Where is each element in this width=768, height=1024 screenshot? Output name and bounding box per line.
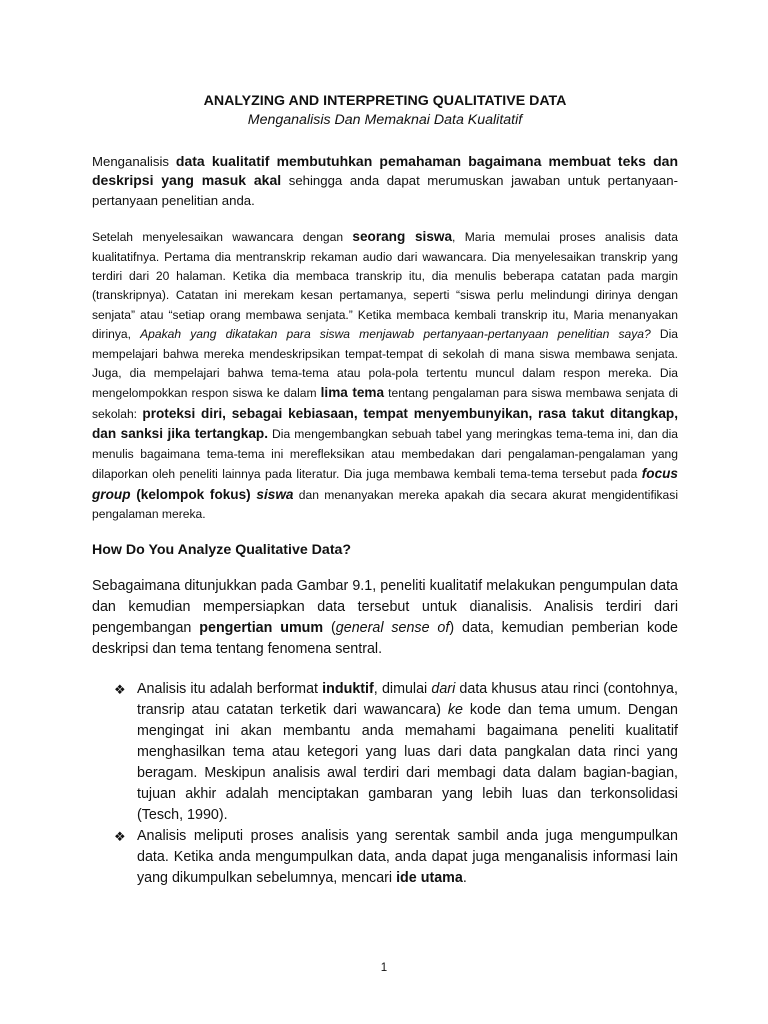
bold-run: pengertian umum — [199, 620, 324, 637]
text-run: Setelah menyelesaikan wawancara dengan — [92, 230, 353, 245]
four-diamond-bullet-icon: ❖ — [114, 829, 126, 845]
italic-run: focus group — [92, 466, 678, 502]
four-diamond-bullet-icon: ❖ — [114, 682, 126, 698]
text-run: Dia mempelajari bahwa mereka mendeskripsikan tempat-tempat di sekolah di mana siswa membawa senjata. Juga, dia mempelajari bahwa tema-tema atau pola-pola tertentu muncul dalam respon mereka. Dia mengelompokkan respon siswa ke dalam — [92, 327, 678, 401]
text-run: tentang pengalaman para siswa membawa senjata di sekolah: — [92, 386, 678, 421]
text-run: Menganalisis — [92, 154, 176, 169]
bullet-list — [92, 679, 678, 889]
text-run: ) data, kemudian pemberian kode deskripsi dan tema tentang fenomena sentral. — [92, 620, 678, 658]
bold-italic-run — [256, 487, 293, 502]
bold-run: seorang siswa — [352, 229, 453, 245]
text-run: , Maria memulai proses analisis data kualitatifnya. Pertama dia mentranskrip rekaman audio dari wawancara. Dia menyelesaikan transkrip yang terdiri dari 20 halaman. Ketika dia membaca transkrip itu, dia menulis beberapa catatan pada margin (transkripnya). Catatan ini merekam kesan pertamanya, seperti “siswa perlu melindungi dirinya dengan senjata” atau “setiap orang membawa senjata.” Ketika membaca kembali transkrip itu, Maria menanyakan dirinya, — [92, 230, 678, 342]
italic-run: dari — [431, 681, 456, 698]
bold-run: lima tema — [320, 385, 385, 401]
italic-run: ke — [447, 702, 463, 719]
text-run: Analisis itu adalah berformat — [137, 681, 323, 698]
page-number: 1 — [380, 962, 388, 974]
text-run: Analisis meliputi proses analisis yang serentak sambil anda juga mengumpulkan data. Ketika anda mengumpulkan data, anda dapat juga menganalisis informasi lain yang dikumpulkan sebelumnya, mencari — [137, 828, 678, 887]
bold-run: proteksi diri, sebagai kebiasaan, tempat menyembunyikan, rasa takut ditangkap, dan sanksi jika tertangkap. — [92, 405, 678, 442]
italic-run: siswa — [256, 486, 294, 502]
text-run: dan menanyakan mereka apakah dia secara akurat mengidentifikasi pengalaman mereka. — [92, 487, 679, 521]
paragraph-analysis-overview — [92, 576, 678, 660]
paragraph-intro — [92, 152, 678, 210]
document-subtitle: Menganalisis Dan Memaknai Data Kualitatif — [247, 112, 523, 128]
paragraph-maria-example — [92, 227, 678, 524]
text-run: ( — [323, 620, 336, 637]
text-run: , dimulai — [373, 681, 432, 698]
text-run: Sebagaimana ditunjukkan pada Gambar 9.1, peneliti kualitatif melakukan pengumpulan data dan kemudian mempersiapkan data tersebut untuk dianalisis. Analisis terdiri dari pengembangan — [92, 578, 678, 637]
bold-run: induktif — [322, 681, 374, 698]
text-run: data khusus atau rinci (contohnya, transrip atau catatan terketik dari wawancara) — [137, 681, 678, 719]
list-item — [92, 826, 678, 889]
bold-run: ide utama — [396, 870, 463, 887]
document-page — [92, 92, 678, 889]
text-run: sehingga anda dapat merumuskan jawaban untuk pertanyaan-pertanyaan penelitian anda. — [92, 173, 678, 208]
section-heading: How Do You Analyze Qualitative Data? — [92, 542, 352, 559]
bold-run: data kualitatif membutuhkan pemahaman bagaimana membuat teks dan deskripsi yang masuk akal — [92, 153, 678, 189]
bold-run: (kelompok fokus) — [130, 486, 257, 502]
list-item — [92, 679, 678, 826]
text-run: Dia mengembangkan sebuah tabel yang meringkas tema-tema ini, dan dia menulis bagaimana tema-tema ini merefleksikan atau membedakan dari pengalaman-pengalaman yang dilaporkan oleh peneliti lainnya pada literatur. Dia juga membawa kembali tema-tema tersebut pada — [92, 427, 678, 482]
italic-run: general sense of — [335, 620, 450, 637]
document-title: ANALYZING AND INTERPRETING QUALITATIVE DATA — [203, 93, 567, 109]
text-run: kode dan tema umum. Dengan mengingat ini akan membantu anda memahami bagaimana peneliti kualitatif menghasilkan tema atau ketegori yang luas dari data pangkalan data rinci yang beragam. Meskipun analisis awal terdiri dari membagi data dalam bagian-bagian, tujuan akhir adalah menciptakan gambaran yang lebih luas dan terkonsolidasi (Tesch, 1990). — [137, 702, 678, 824]
text-run: . — [462, 870, 467, 887]
italic-run: Apakah yang dikatakan para siswa menjawab pertanyaan-pertanyaan penelitian saya? — [140, 327, 651, 342]
